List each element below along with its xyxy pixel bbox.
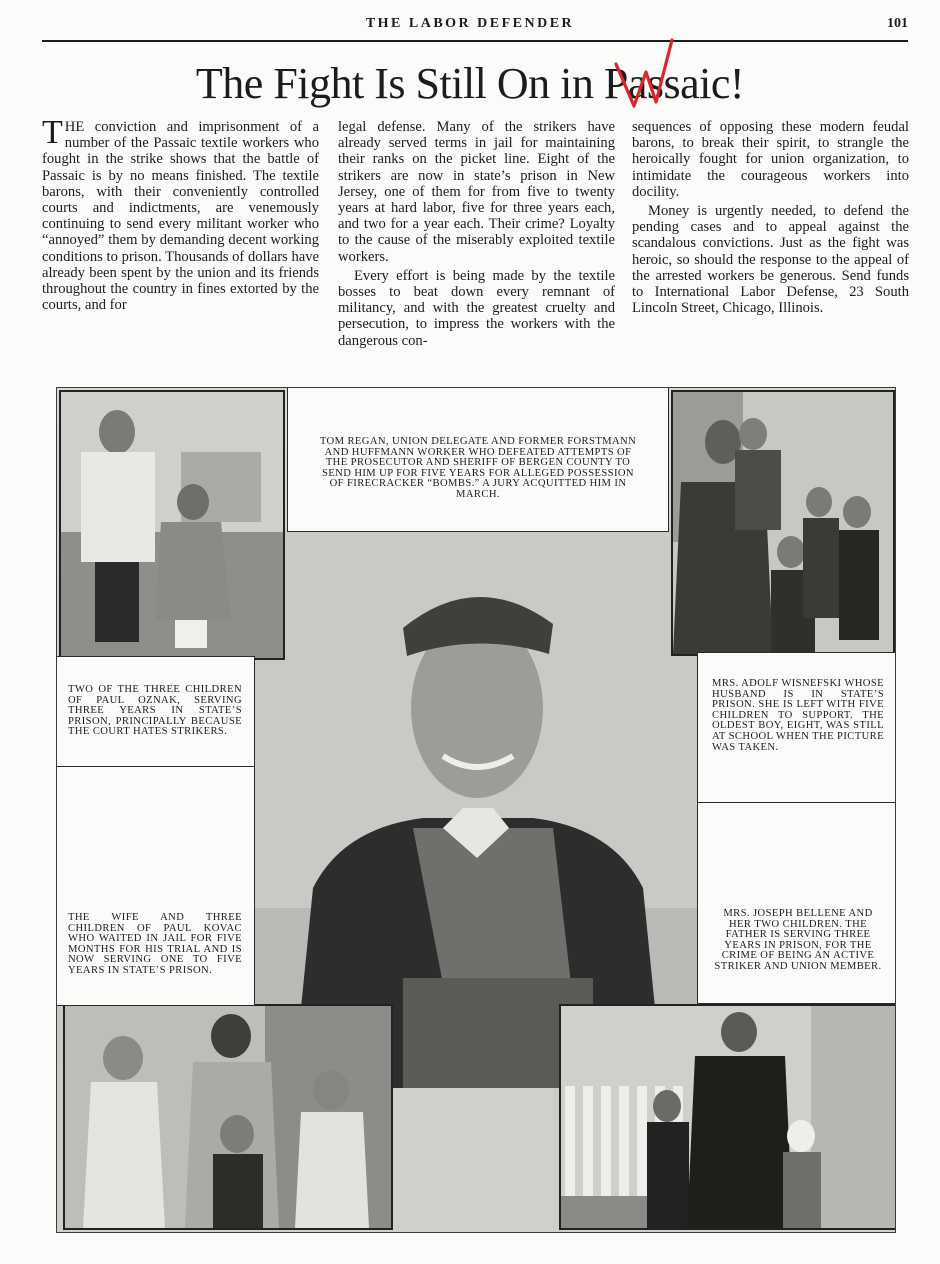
header-rule (42, 40, 908, 42)
article-column-1 (42, 114, 319, 314)
caption-kovac-family: THE WIFE AND THREE CHILDREN OF PAUL KOVAC WHO WAITED IN JAIL FOR FIVE MONTHS FOR HIS TRIAL AND IS NOW SERVING ONE TO FIVE YEARS IN STATE’S PRISON. (56, 766, 255, 1006)
running-head: THE LABOR DEFENDER (365, 16, 575, 31)
page-number: 101 (887, 16, 908, 31)
caption-oznak-children: TWO OF THE THREE CHILDREN OF PAUL OZNAK, SERVING THREE YEARS IN STATE’S PRISON, PRINCIPALLY BECAUSE THE COURT HATES STRIKERS. (56, 656, 255, 768)
red-correction-mark (612, 38, 676, 110)
photo-bellene-family (559, 1004, 896, 1230)
article-title: The Fight Is Still On in Passaic! (195, 59, 745, 108)
photo-oznak-children (59, 390, 285, 660)
article-column-3 (632, 119, 909, 316)
caption-bellene-family: MRS. JOSEPH BELLENE AND HER TWO CHILDREN. THE FATHER IS SERVING THREE YEARS IN PRISON, FOR THE CRIME OF BEING AN ACTIVE STRIKER AND UNION MEMBER. (697, 802, 896, 1004)
column-1-paragraph-1: HE conviction and imprisonment of a number of the Passaic textile workers who fought in the strike shows that the battle of Passaic is by no means finished. The textile barons, with their conveniently controlled courts and indictments, are venemously continuing to send every militant worker who “annoyed” them by demanding decent working conditions to prison. Thousands of dollars have already been spent by the union and its friends throughout the country in fines extorted by the courts, and for (42, 119, 319, 314)
photo-wisnefski-family (671, 390, 895, 656)
column-3-paragraph-1: sequences of opposing these modern feudal barons, to break their spirit, to strangle the heroically fought for union organization, to intimidate the courageous workers into docility. (632, 119, 909, 200)
caption-wisnefski-family: MRS. ADOLF WISNEFSKI WHOSE HUSBAND IS IN STATE’S PRISON. SHE IS LEFT WITH FIVE CHILDREN TO SUPPORT. THE OLDEST BOY, EIGHT, WAS STILL AT SCHOOL WHEN THE PICTURE WAS TAKEN. (697, 652, 896, 804)
article-column-2 (338, 119, 615, 349)
drop-cap: T (42, 114, 63, 151)
column-2-paragraph-1: legal defense. Many of the strikers have already served terms in jail for maintaining their ranks on the picket line. Eight of the strikers are now in state’s prison in New Jersey, one of them for from five to twenty years at hard labor, five for three years each, and two for a year each. Their crime? Loyalty to the cause of the miserably exploited textile workers. (338, 119, 615, 265)
caption-tom-regan: TOM REGAN, UNION DELEGATE AND FORMER FORSTMANN AND HUFFMANN WORKER WHO DEFEATED ATTEMPTS OF THE PROSECUTOR AND SHERIFF OF BERGEN COUNTY TO SEND HIM UP FOR FIVE YEARS FOR ALLEGED POSSESSION OF FIRECRACKER “BOMBS.” A JURY ACQUITTED HIM IN MARCH. (287, 387, 669, 532)
photo-kovac-family (63, 1004, 393, 1230)
column-2-paragraph-2: Every effort is being made by the textile bosses to beat down every remnant of militancy, and with the greatest cruelty and persecution, to impress the workers with the dangerous con- (338, 267, 615, 349)
column-3-paragraph-2: Money is urgently needed, to defend the pending cases and to appeal against the scandalous convictions. Just as the fight was heroic, so should the response to the appeal of the arrested workers be generous. Send funds to International Labor Defense, 23 South Lincoln Street, Chicago, Illinois. (632, 203, 909, 317)
photo-collage (56, 387, 896, 1233)
